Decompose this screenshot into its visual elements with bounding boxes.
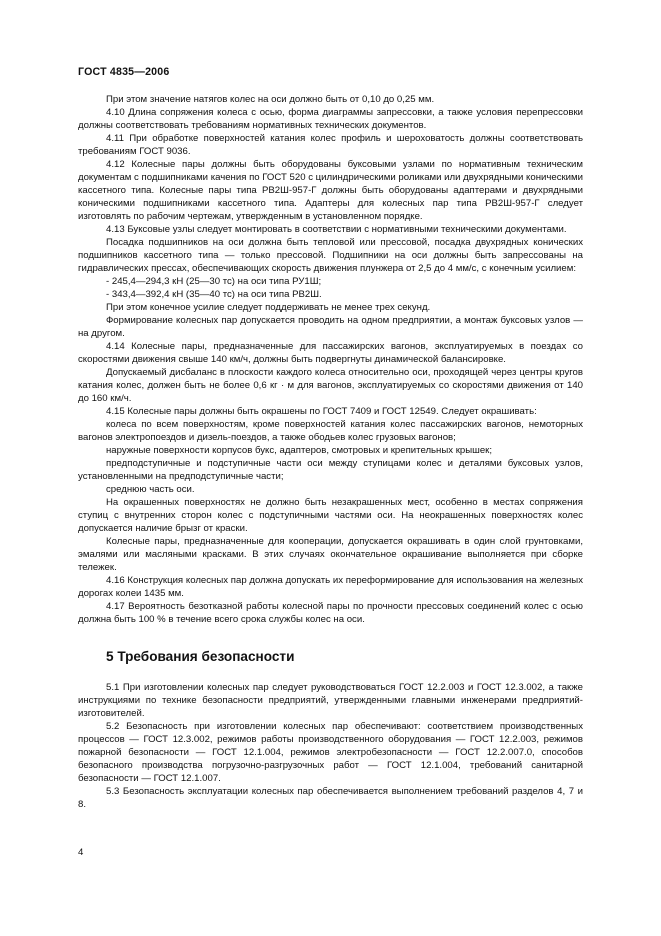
paragraph: Посадка подшипников на оси должна быть тепловой или прессовой, посадка двухрядных конических подшипников кассетного типа — только прессовой. Подшипники на оси должны быть запрессованы на гидравлических прессах, обеспечивающих скорость движения плунжера от 2,5 до 4 мм/с, с конечным усилием: — [78, 237, 583, 274]
paragraph: 5.3 Безопасность эксплуатации колесных пар обеспечивается выполнением требований разделов 4, 7 и 8. — [78, 786, 583, 810]
paragraph: 4.15 Колесные пары должны быть окрашены по ГОСТ 7409 и ГОСТ 12549. Следует окрашивать: — [106, 406, 537, 417]
paragraph: 4.16 Конструкция колесных пар должна допускать их переформирование для использования на железных дорогах колеи 1435 мм. — [78, 575, 583, 599]
paragraph: Допускаемый дисбаланс в плоскости каждого колеса относительно оси, проходящей через центры кругов катания колес, должен быть не более 0,6 кг · м для вагонов, эксплуатируемых со скоростями движения от 140 до 160 км/ч. — [78, 367, 583, 404]
paragraph: 4.14 Колесные пары, предназначенные для пассажирских вагонов, эксплуатируемых в поездах со скоростями движения свыше 140 км/ч, должны быть подвергнуты динамической балансировке. — [78, 341, 583, 365]
list-item: - 343,4—392,4 кН (35—40 тс) на оси типа РВ2Ш. — [106, 289, 322, 300]
paragraph: Формирование колесных пар допускается проводить на одном предприятии, а монтаж буксовых узлов — на другом. — [78, 315, 583, 339]
paragraph: При этом конечное усилие следует поддерживать не менее трех секунд. — [106, 302, 431, 313]
paragraph: На окрашенных поверхностях не должно быть незакрашенных мест, особенно в местах сопряжения ступиц с внутренних сторон колес с подступичными частями оси. На неокрашенных поверхностях колес допускается наличие брызг от краски. — [78, 497, 583, 534]
paragraph: При этом значение натягов колес на оси должно быть от 0,10 до 0,25 мм. — [106, 94, 435, 105]
paragraph: 4.13 Буксовые узлы следует монтировать в соответствии с нормативными техническими документами. — [106, 224, 567, 235]
paragraph: 4.12 Колесные пары должны быть оборудованы буксовыми узлами по нормативным техническим документам с подшипниками качения по ГОСТ 520 с цилиндрическими роликами или двухрядными коническими кассетного типа. Колесные пары типа РВ2Ш-957-Г должны быть оборудованы адаптерами и двухрядными коническими подшипниками кассетного типа. Адаптеры для колесных пар типа РВ2Ш-957-Г следует изготовлять по рабочим чертежам, утвержденным в установленном порядке. — [78, 159, 583, 222]
paragraph: 4.17 Вероятность безотказной работы колесной пары по прочности прессовых соединений колес с осью должна быть 100 % в течение всего срока службы колес на оси. — [78, 601, 583, 625]
paragraph: 4.10 Длина сопряжения колеса с осью, форма диаграммы запрессовки, а также условия перепрессовки должны соответствовать требованиям нормативных технических документов. — [78, 107, 583, 131]
document-header: ГОСТ 4835—2006 — [78, 66, 170, 78]
section-title: 5 Требования безопасности — [106, 649, 295, 664]
list-item: - 245,4—294,3 кН (25—30 тс) на оси типа РУ1Ш; — [106, 276, 322, 287]
paragraph: колеса по всем поверхностям, кроме поверхностей катания колес пассажирских вагонов, немоторных вагонов электропоездов и дизель-поездов, а также ободьев колес грузовых вагонов; — [78, 419, 583, 443]
paragraph: среднюю часть оси. — [106, 484, 195, 495]
paragraph: 5.2 Безопасность при изготовлении колесных пар обеспечивают: соответствием производственных процессов — ГОСТ 12.3.002, режимов работы производственного оборудования — ГОСТ 12.2.003, режимов пожарной безопасности — ГОСТ 12.1.004, режимов электробезопасности — ГОСТ 12.2.007.0, способов безопасного производства погрузочно-разгрузочных работ — ГОСТ 12.1.004, требований санитарной безопасности — ГОСТ 12.1.007. — [78, 721, 583, 784]
paragraph: наружные поверхности корпусов букс, адаптеров, смотровых и крепительных крышек; — [106, 445, 493, 456]
paragraph: 4.11 При обработке поверхностей катания колес профиль и шероховатость должны соответствовать требованиям ГОСТ 9036. — [78, 133, 583, 157]
paragraph: предподступичные и подступичные части оси между ступицами колес и деталями буксовых узлов, установленными на предподступичные части; — [78, 458, 583, 482]
paragraph: 5.1 При изготовлении колесных пар следует руководствоваться ГОСТ 12.2.003 и ГОСТ 12.3.002, а также инструкциями по технике безопасности предприятий, утвержденными главными инженерами предприятий-изготовителей. — [78, 682, 583, 719]
page-body — [78, 93, 583, 811]
paragraph: Колесные пары, предназначенные для кооперации, допускается окрашивать в один слой грунтовками, эмалями или масляными красками. В этих случаях окончательное окрашивание выполняется при сборке тележек. — [78, 536, 583, 573]
page-number: 4 — [78, 847, 84, 858]
